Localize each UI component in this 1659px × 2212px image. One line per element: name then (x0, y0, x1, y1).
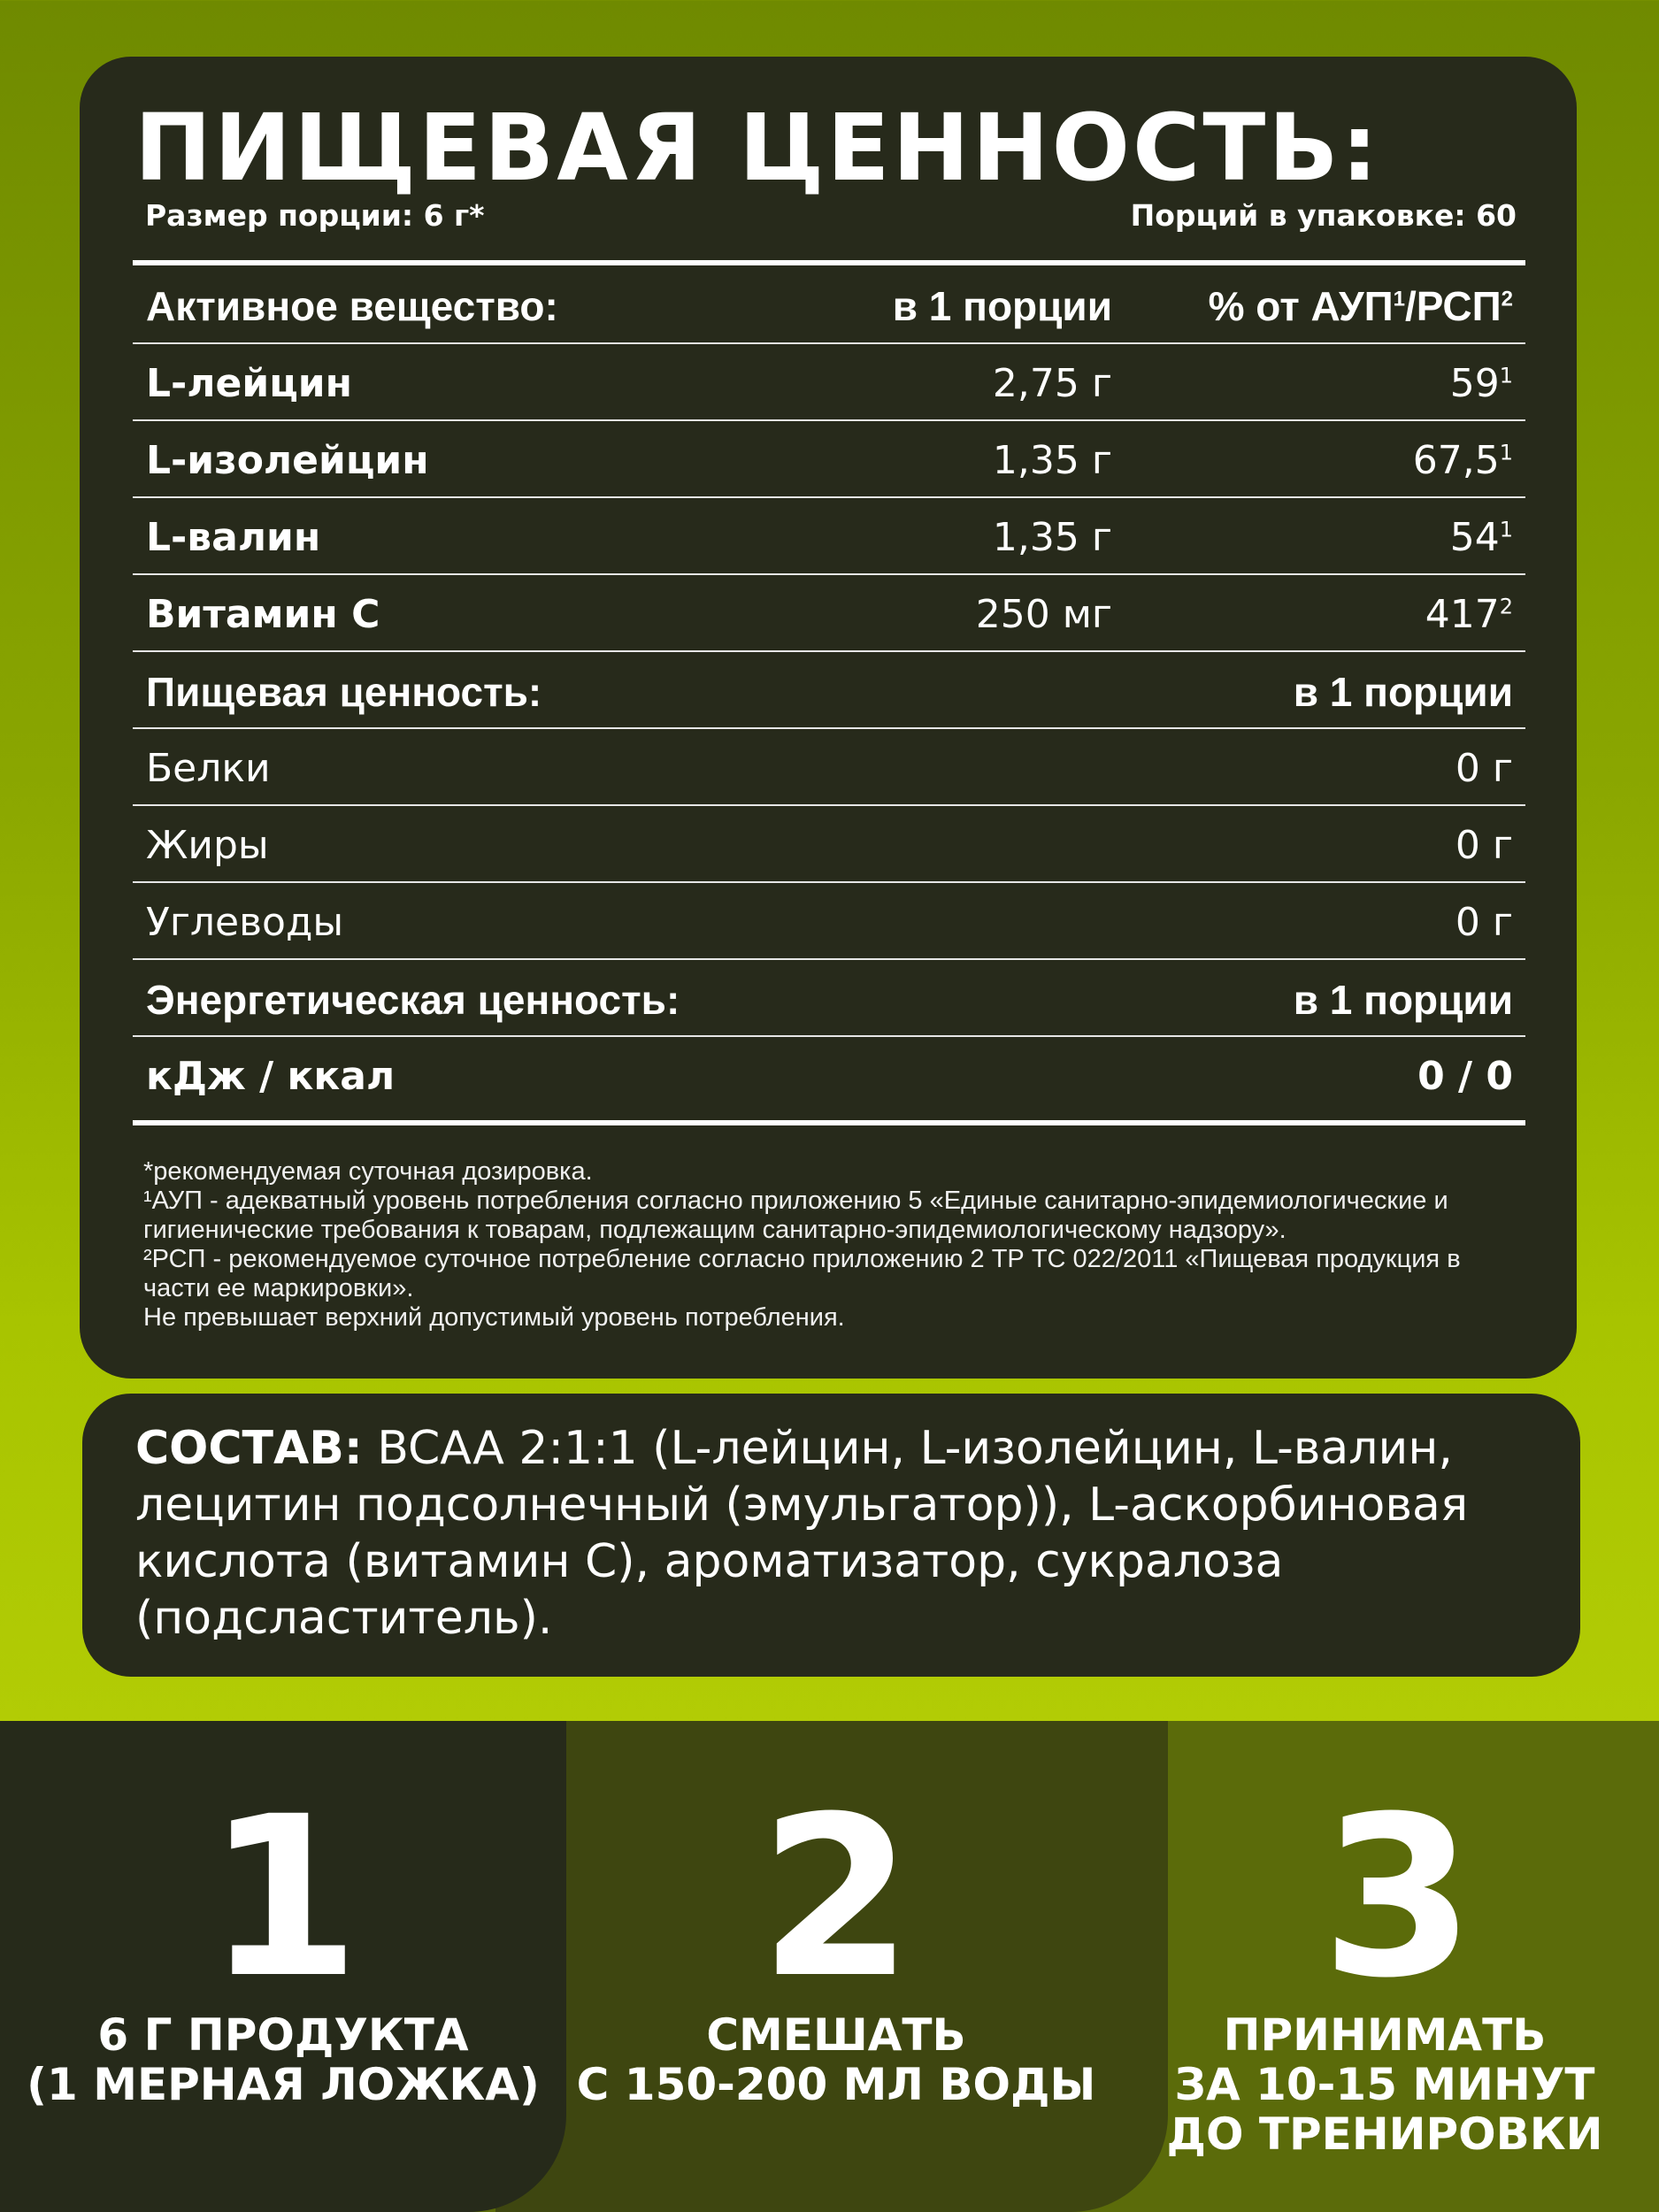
footnote: части ее маркировки». (143, 1274, 414, 1302)
row-isoleucine-amount: 1,35 г (992, 438, 1112, 483)
row-protein-amount: 0 г (1455, 746, 1513, 791)
composition-text (135, 1420, 1551, 1647)
row-divider (133, 881, 1525, 883)
active-header-name: Активное вещество: (146, 283, 558, 329)
footnote: ¹АУП - адекватный уровень потребления согласно приложению 5 «Единые санитарно-эпидемиологические и (143, 1187, 1448, 1215)
step-1-line: (1 МЕРНАЯ ЛОЖКА) (27, 2059, 540, 2110)
row-carbs-name: Углеводы (146, 900, 344, 945)
table-bottom-rule (133, 1120, 1525, 1125)
footnote: Не превышает верхний допустимый уровень потребления. (143, 1303, 845, 1332)
row-divider (133, 573, 1525, 575)
energy-header-name: Энергетическая ценность: (146, 977, 680, 1023)
step-2-text (553, 2010, 1119, 2109)
footnote: *рекомендуемая суточная дозировка. (143, 1157, 593, 1186)
nutrition-title: ПИЩЕВАЯ ЦЕННОСТЬ: (134, 94, 1381, 202)
row-isoleucine-percent: 67,5$^1$ (1412, 438, 1513, 483)
row-fat-name: Жиры (146, 823, 269, 868)
row-vitamin-c-percent: $417^2$ (1425, 592, 1513, 637)
step-3-number: 3 (1321, 1769, 1475, 2026)
row-divider (133, 342, 1525, 344)
row-vitamin-c-amount: 250 мг (975, 592, 1112, 637)
row-carbs-amount: 0 г (1455, 900, 1513, 945)
row-leucine-name: L-лейцин (146, 361, 353, 406)
footnote: ²РСП - рекомендуемое суточное потребление согласно приложению 2 ТР ТС 022/2011 «Пищевая продукция в (143, 1245, 1461, 1273)
row-valine-name: L-валин (146, 515, 321, 560)
row-vitamin-c-name: Витамин С (146, 592, 380, 637)
servings-per-pack: Порций в упаковке: 60 (1130, 198, 1517, 233)
step-1-number: 1 (206, 1769, 360, 2026)
row-divider (133, 496, 1525, 498)
row-leucine-amount: 2,75 г (992, 361, 1112, 406)
nutrient-header-name: Пищевая ценность: (146, 669, 542, 715)
nutrition-panel (80, 57, 1577, 1379)
step-1-line: 6 Г ПРОДУКТА (97, 2009, 469, 2061)
table-top-rule (133, 260, 1525, 265)
row-divider (133, 804, 1525, 806)
step-2-line: СМЕШАТЬ (706, 2009, 966, 2061)
row-energy-name: кДж / ккал (146, 1054, 396, 1099)
serving-size: Размер порции: 6 г* (145, 198, 485, 233)
row-fat-amount: 0 г (1455, 823, 1513, 868)
composition-panel (82, 1394, 1580, 1677)
row-valine-percent: $54^1$ (1449, 515, 1513, 560)
energy-header-per-serving: в 1 порции (1293, 977, 1513, 1023)
footnote: гигиенические требования к товарам, подлежащим санитарно-эпидемиологическому надзору». (143, 1216, 1286, 1244)
composition-label: СОСТАВ: (135, 1422, 363, 1475)
row-valine-amount: 1,35 г (992, 515, 1112, 560)
step-3-line: ЗА 10-15 МИНУТ (1174, 2059, 1595, 2110)
step-2-line: С 150-200 МЛ ВОДЫ (576, 2059, 1096, 2110)
row-divider (133, 727, 1525, 729)
row-divider (133, 958, 1525, 960)
row-divider (133, 650, 1525, 652)
row-divider (133, 1035, 1525, 1037)
active-header-per-serving: в 1 порции (892, 283, 1112, 329)
step-3-line: ПРИНИМАТЬ (1223, 2009, 1547, 2061)
row-protein-name: Белки (146, 746, 271, 791)
step-1-text (0, 2010, 566, 2109)
step-2-number: 2 (759, 1769, 913, 2026)
row-leucine-percent: $59^1$ (1449, 361, 1513, 406)
row-energy-amount: 0 / 0 (1417, 1054, 1513, 1099)
nutrient-header-per-serving: в 1 порции (1293, 669, 1513, 715)
row-isoleucine-name: L-изолейцин (146, 438, 429, 483)
step-3-text (1115, 2010, 1655, 2159)
composition-ingredients: BCAA 2:1:1 (L-лейцин, L-изолейцин, L-валин, лецитин подсолнечный (эмульгатор)), L-аскорбиновая кислота (витамин С), ароматизатор, сукралоза (подсластитель). (135, 1422, 1469, 1645)
step-3-line: ДО ТРЕНИРОВКИ (1166, 2108, 1603, 2160)
footnotes (143, 1157, 1524, 1333)
row-divider (133, 419, 1525, 421)
active-header-percent: % от АУП$^1$/РСП$^2$ (1208, 283, 1513, 329)
